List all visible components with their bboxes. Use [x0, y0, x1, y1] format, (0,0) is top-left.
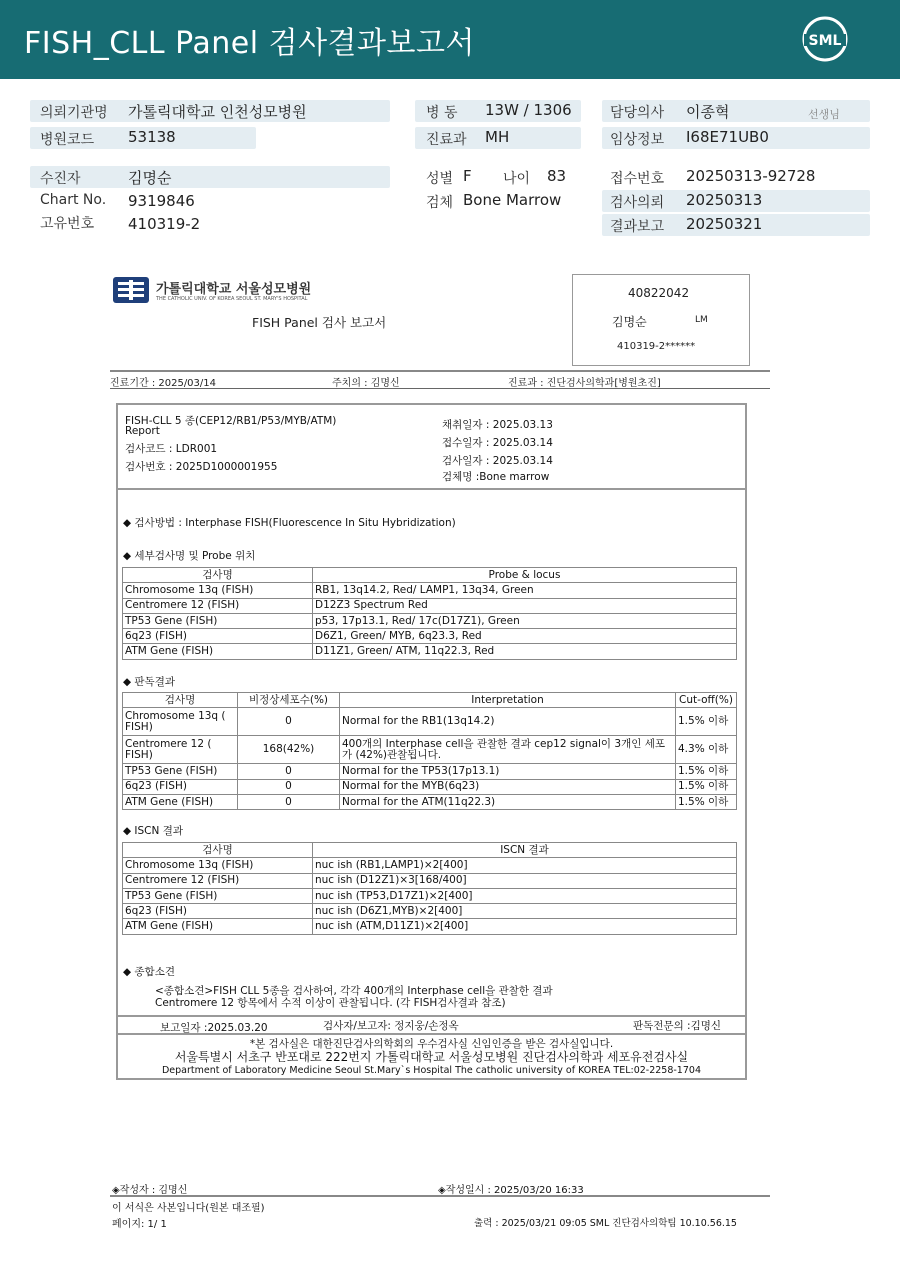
table-cell: 1.5% 이하	[676, 794, 737, 809]
table-cell: RB1, 13q14.2, Red/ LAMP1, 13q34, Green	[313, 583, 737, 598]
table-cell: nuc ish (RB1,LAMP1)×2[400]	[313, 858, 737, 873]
probe-header: Probe & locus	[313, 568, 737, 583]
table-cell: Centromere 12 ( FISH)	[123, 736, 238, 764]
table-row	[123, 873, 737, 888]
specimen: Bone Marrow	[463, 191, 562, 209]
visit-date: 진료기간 : 2025/03/14	[110, 378, 217, 389]
table-cell: 1.5% 이하	[676, 764, 737, 779]
table-cell: 0	[238, 708, 340, 736]
table-cell: TP53 Gene (FISH)	[123, 613, 313, 628]
dept: MH	[485, 128, 510, 146]
table-cell: Chromosome 13q ( FISH)	[123, 708, 238, 736]
table-row	[123, 644, 737, 659]
hospital-logo	[112, 276, 150, 304]
id-reg: 410319-2******	[617, 341, 696, 352]
attending: 주치의 : 김명신	[332, 378, 400, 389]
table-cell: 6q23 (FISH)	[123, 904, 313, 919]
table-cell: 0	[238, 794, 340, 809]
table-cell: ATM Gene (FISH)	[123, 794, 238, 809]
table-cell: 4.3% 이하	[676, 736, 737, 764]
receipt-number: 20250313-92728	[686, 167, 816, 185]
age: 83	[547, 167, 567, 185]
table-cell: D12Z3 Spectrum Red	[313, 598, 737, 613]
table-row	[123, 764, 737, 779]
table-cell: 1.5% 이하	[676, 708, 737, 736]
report-date-signed: 보고일자 :2025.03.20	[160, 1022, 268, 1034]
sml-logo	[800, 14, 850, 64]
table-cell: Centromere 12 (FISH)	[123, 873, 313, 888]
result-header: Cut-off(%)	[676, 693, 737, 708]
table-cell: TP53 Gene (FISH)	[123, 888, 313, 903]
author: ◈작성자 : 김명신	[112, 1185, 188, 1196]
table-cell: 0	[238, 779, 340, 794]
logo-text: SML	[808, 33, 842, 49]
specialist: 판독전문의 :김명신	[633, 1020, 722, 1032]
id-code: LM	[695, 315, 708, 325]
test-number: 검사번호 : 2025D1000001955	[125, 461, 278, 473]
hospital-name: 가톨릭대학교 서울성모병원	[156, 282, 312, 297]
table-row	[123, 779, 737, 794]
report-header	[0, 0, 900, 79]
result-table	[122, 692, 737, 810]
table-row	[123, 888, 737, 903]
table-cell: 168(42%)	[238, 736, 340, 764]
table-cell: TP53 Gene (FISH)	[123, 764, 238, 779]
requesting-org: 가톨릭대학교 인천성모병원	[128, 103, 307, 121]
report-date-label: 결과보고	[610, 219, 665, 235]
table-cell: ATM Gene (FISH)	[123, 919, 313, 934]
table-cell: 6q23 (FISH)	[123, 779, 238, 794]
report-date: 20250321	[686, 215, 763, 233]
report-frame	[116, 403, 747, 1080]
result-header: 검사명	[123, 693, 238, 708]
table-cell: Normal for the MYB(6q23)	[340, 779, 676, 794]
summary-line-2: Centromere 12 항목에서 수적 이상이 관찰됩니다. (각 FISH검사결과 참조)	[155, 997, 506, 1009]
sex: F	[463, 167, 472, 185]
chart-label: Chart No.	[40, 192, 107, 208]
table-cell: Centromere 12 (FISH)	[123, 598, 313, 613]
page-title: FISH_CLL Panel 검사결과보고서	[24, 26, 475, 61]
unique-number: 410319-2	[128, 215, 201, 233]
result-header: 비정상세포수(%)	[238, 693, 340, 708]
table-row	[123, 598, 737, 613]
table-cell: Normal for the TP53(17p13.1)	[340, 764, 676, 779]
table-cell: Chromosome 13q (FISH)	[123, 858, 313, 873]
table-cell: Normal for the RB1(13q14.2)	[340, 708, 676, 736]
table-cell: Chromosome 13q (FISH)	[123, 583, 313, 598]
method: ◆ 검사방법 : Interphase FISH(Fluorescence In Situ Hybridization)	[123, 517, 456, 529]
doctor: 이종혁	[686, 103, 730, 121]
result-heading: ◆ 판독결과	[123, 676, 175, 688]
test-code: 검사코드 : LDR001	[125, 443, 218, 455]
hospital-sub: THE CATHOLIC UNIV. OF KOREA SEOUL ST. MARY'S HOSPITAL	[156, 296, 308, 302]
report-title-2: Report	[125, 425, 160, 437]
copy-note: 이 서식은 사본입니다(원본 대조필)	[112, 1203, 265, 1214]
iscn-header: ISCN 결과	[313, 843, 737, 858]
table-row	[123, 904, 737, 919]
id-number: 40822042	[628, 286, 690, 300]
page-number: 페이지: 1/ 1	[112, 1219, 167, 1230]
hospital-code-label: 병원코드	[40, 132, 95, 148]
collected-date: 채취일자 : 2025.03.13	[442, 419, 553, 431]
specimen-name: 검체명 :Bone marrow	[442, 471, 550, 483]
age-label: 나이	[503, 171, 531, 187]
received-date: 접수일자 : 2025.03.14	[442, 437, 553, 449]
table-cell: nuc ish (TP53,D17Z1)×2[400]	[313, 888, 737, 903]
iscn-header: 검사명	[123, 843, 313, 858]
address-en: Department of Laboratory Medicine Seoul St.Mary`s Hospital The catholic university of KOREA TEL:02-2258-1704	[161, 1065, 701, 1076]
table-row	[123, 613, 737, 628]
table-row	[123, 794, 737, 809]
result-header: Interpretation	[340, 693, 676, 708]
sex-label: 성별	[426, 171, 454, 187]
table-cell: 1.5% 이하	[676, 779, 737, 794]
requesting-org-label: 의뢰기관명	[40, 105, 108, 121]
printed-info: 출력 : 2025/03/21 09:05 SML 진단검사의학팀 10.10.56.15	[474, 1218, 737, 1229]
table-cell: nuc ish (D12Z1)×3[168/400]	[313, 873, 737, 888]
summary-line-1: <종합소견>FISH CLL 5종을 검사하여, 각각 400개의 Interphase cell을 관찰한 결과	[155, 985, 553, 997]
table-cell: nuc ish (D6Z1,MYB)×2[400]	[313, 904, 737, 919]
iscn-heading: ◆ ISCN 결과	[123, 825, 183, 837]
table-cell: nuc ish (ATM,D11Z1)×2[400]	[313, 919, 737, 934]
doc-title: FISH Panel 검사 보고서	[252, 315, 387, 330]
patient-label: 수진자	[40, 171, 81, 187]
request-date-label: 검사의뢰	[610, 195, 665, 211]
ward: 13W / 1306	[485, 101, 572, 119]
tested-date: 검사일자 : 2025.03.14	[442, 455, 553, 467]
id-name: 김명순	[612, 315, 647, 329]
address-kr: 서울특별시 서초구 반포대로 222번지 가톨릭대학교 서울성모병원 진단검사의학과 세포유전검사실	[174, 1050, 689, 1064]
table-row	[123, 583, 737, 598]
table-cell: 6q23 (FISH)	[123, 629, 313, 644]
dept-label: 진료과	[426, 132, 467, 148]
table-cell: ATM Gene (FISH)	[123, 644, 313, 659]
reporters: 검사자/보고자: 정지웅/손정옥	[323, 1020, 459, 1032]
iscn-table	[122, 842, 737, 935]
table-row	[123, 919, 737, 934]
ward-label: 병 동	[426, 105, 458, 121]
table-cell: D11Z1, Green/ ATM, 11q22.3, Red	[313, 644, 737, 659]
chart-number: 9319846	[128, 192, 195, 210]
scanned-report	[110, 270, 770, 1230]
patient-name: 김명순	[128, 169, 172, 187]
unique-label: 고유번호	[40, 216, 95, 232]
table-cell: Normal for the ATM(11q22.3)	[340, 794, 676, 809]
table-cell: 0	[238, 764, 340, 779]
receipt-label: 접수번호	[610, 171, 665, 187]
report-title-1: FISH-CLL 5 종(CEP12/RB1/P53/MYB/ATM)	[125, 415, 337, 427]
hospital-code: 53138	[128, 128, 176, 146]
doctor-label: 담당의사	[610, 105, 665, 121]
request-date: 20250313	[686, 191, 763, 209]
clinical-info: I68E71UB0	[686, 128, 769, 146]
clinical-label: 임상정보	[610, 132, 665, 148]
probe-heading: ◆ 세부검사명 및 Probe 위치	[123, 550, 256, 562]
table-cell: D6Z1, Green/ MYB, 6q23.3, Red	[313, 629, 737, 644]
summary-heading: ◆ 종합소견	[123, 966, 175, 978]
specimen-label: 검체	[426, 195, 454, 211]
table-row	[123, 858, 737, 873]
probe-table	[122, 567, 737, 660]
table-row	[123, 708, 737, 736]
written-at: ◈작성일시 : 2025/03/20 16:33	[438, 1185, 584, 1196]
cert-note: *본 검사실은 대한진단검사의학회의 우수검사실 신임인증을 받은 검사실입니다.	[249, 1038, 614, 1050]
table-row	[123, 736, 737, 764]
table-cell: p53, 17p13.1, Red/ 17c(D17Z1), Green	[313, 613, 737, 628]
table-row	[123, 629, 737, 644]
doctor-suffix: 선생님	[808, 108, 840, 121]
department: 진료과 : 진단검사의학과[병원초진]	[508, 378, 661, 389]
table-cell: 400개의 Interphase cell을 관찰한 결과 cep12 signal이 3개인 세포가 (42%)관찰됩니다.	[340, 736, 676, 764]
probe-header: 검사명	[123, 568, 313, 583]
